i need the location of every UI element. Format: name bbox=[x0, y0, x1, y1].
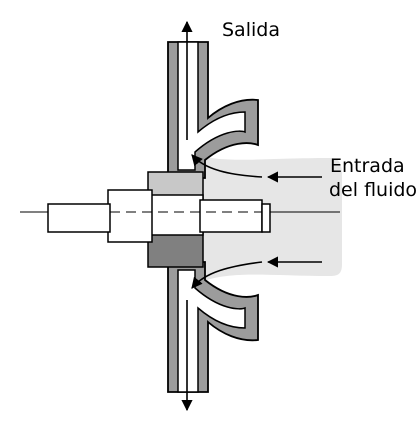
outlet-label: Salida bbox=[222, 19, 280, 41]
shaft-nut bbox=[262, 204, 270, 232]
hub-center bbox=[148, 195, 203, 235]
shaft-left bbox=[48, 204, 110, 232]
inlet-label-line1: Entrada bbox=[330, 155, 405, 177]
inlet-label-line2: del fluido bbox=[329, 179, 418, 201]
shaft-collar bbox=[108, 190, 152, 242]
shaft-right bbox=[200, 200, 262, 232]
